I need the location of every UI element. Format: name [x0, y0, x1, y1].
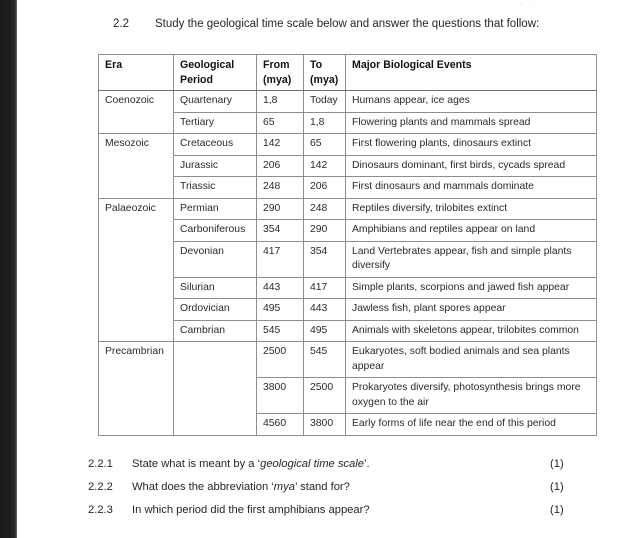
cell-era: Coenozoic — [99, 91, 174, 134]
column-header-to-line1: To — [310, 59, 323, 71]
cell-from: 248 — [257, 177, 304, 199]
sub-question — [88, 481, 608, 504]
cell-events: Dinosaurs dominant, first birds, cycads spread — [346, 155, 597, 177]
cell-to: 206 — [304, 177, 346, 199]
cell-events: Amphibians and reptiles appear on land — [346, 220, 597, 242]
sub-question-text — [132, 458, 370, 470]
cell-period: Devonian — [174, 241, 257, 277]
sub-question-text-tail: ’ stand for? — [294, 481, 350, 493]
sub-question — [88, 504, 608, 527]
cell-period: Carboniferous — [174, 220, 257, 242]
cell-period — [174, 342, 257, 436]
cell-to: 443 — [304, 299, 346, 321]
cell-to: 354 — [304, 241, 346, 277]
cell-period: Permian — [174, 198, 257, 220]
cell-events: Animals with skeletons appear, trilobites common — [346, 320, 597, 342]
cell-to: 290 — [304, 220, 346, 242]
top-crop-remnant: · · — [520, 0, 533, 9]
cell-events: Early forms of life near the end of this period — [346, 414, 597, 436]
sub-question-marks: (1) — [550, 458, 564, 470]
cell-from: 417 — [257, 241, 304, 277]
sub-question-term: geological time scale — [260, 458, 364, 470]
cell-events: Reptiles diversify, trilobites extinct — [346, 198, 597, 220]
sub-question-text — [132, 504, 370, 516]
column-header-period — [174, 55, 257, 91]
cell-era: Precambrian — [99, 342, 174, 436]
cell-from: 2500 — [257, 342, 304, 378]
cell-events: Prokaryotes diversify, photosynthesis brings more oxygen to the air — [346, 378, 597, 414]
sub-question-text — [132, 481, 350, 493]
column-header-from-line2: (mya) — [263, 73, 292, 86]
cell-period: Triassic — [174, 177, 257, 199]
cell-from: 354 — [257, 220, 304, 242]
table-row — [99, 91, 597, 113]
sub-question-number: 2.2.2 — [88, 481, 113, 493]
sub-question-number: 2.2.1 — [88, 458, 113, 470]
cell-from: 142 — [257, 134, 304, 156]
cell-period: Silurian — [174, 277, 257, 299]
cell-from: 545 — [257, 320, 304, 342]
table-row — [99, 220, 597, 242]
cell-events: First dinosaurs and mammals dominate — [346, 177, 597, 199]
cell-period: Tertiary — [174, 112, 257, 134]
cell-from: 4560 — [257, 414, 304, 436]
table-row — [99, 177, 597, 199]
cell-era: Mesozoic — [99, 134, 174, 199]
cell-era: Palaeozoic — [99, 198, 174, 342]
table-row — [99, 112, 597, 134]
column-header-era: Era — [99, 55, 174, 91]
cell-to: Today — [304, 91, 346, 113]
table-body — [99, 91, 597, 436]
cell-to: 417 — [304, 277, 346, 299]
question-intro — [113, 17, 613, 32]
cell-to: 2500 — [304, 378, 346, 414]
cell-events: Jawless fish, plant spores appear — [346, 299, 597, 321]
cell-to: 248 — [304, 198, 346, 220]
sub-question-text-lead: State what is meant by a ‘ — [132, 458, 261, 470]
cell-events: First flowering plants, dinosaurs extinct — [346, 134, 597, 156]
sub-question-number: 2.2.3 — [88, 504, 113, 516]
table-row — [99, 241, 597, 277]
column-header-events: Major Biological Events — [346, 55, 597, 91]
cell-to: 1,8 — [304, 112, 346, 134]
cell-from: 206 — [257, 155, 304, 177]
sub-question-text-lead: In which period did the first amphibians appear? — [132, 504, 370, 516]
cell-from: 495 — [257, 299, 304, 321]
cell-events: Simple plants, scorpions and jawed fish appear — [346, 277, 597, 299]
geological-time-scale-table — [98, 54, 596, 436]
sub-question-text-tail: ’. — [363, 458, 370, 470]
cell-from: 1,8 — [257, 91, 304, 113]
sub-question — [88, 458, 608, 481]
sub-question-text-lead: What does the abbreviation ‘ — [132, 481, 274, 493]
column-header-period-line1: Geological — [180, 59, 235, 71]
sub-question-marks: (1) — [550, 504, 564, 516]
sub-questions-list — [88, 458, 608, 527]
cell-from: 65 — [257, 112, 304, 134]
table-row — [99, 277, 597, 299]
cell-period: Quartenary — [174, 91, 257, 113]
cell-period: Jurassic — [174, 155, 257, 177]
table-row — [99, 320, 597, 342]
sub-question-term: mya — [273, 481, 295, 493]
column-header-period-line2: Period — [180, 73, 213, 86]
table-row — [99, 134, 597, 156]
cell-from: 3800 — [257, 378, 304, 414]
cell-to: 65 — [304, 134, 346, 156]
cell-events: Eukaryotes, soft bodied animals and sea plants appear — [346, 342, 597, 378]
column-header-to — [304, 55, 346, 91]
cell-period: Cretaceous — [174, 134, 257, 156]
cell-to: 545 — [304, 342, 346, 378]
cell-events: Humans appear, ice ages — [346, 91, 597, 113]
column-header-from-line1: From — [263, 59, 290, 71]
cell-to: 142 — [304, 155, 346, 177]
table-row — [99, 299, 597, 321]
column-header-to-line2: (mya) — [310, 73, 339, 86]
cell-from: 443 — [257, 277, 304, 299]
question-intro-number: 2.2 — [113, 18, 129, 30]
column-header-from — [257, 55, 304, 91]
table-row — [99, 342, 597, 378]
question-intro-text: Study the geological time scale below and answer the questions that follow: — [155, 18, 540, 30]
cell-events: Land Vertebrates appear, fish and simple plants diversify — [346, 241, 597, 277]
cell-period: Ordovician — [174, 299, 257, 321]
cell-to: 495 — [304, 320, 346, 342]
table-header-row — [99, 55, 597, 91]
cell-events: Flowering plants and mammals spread — [346, 112, 597, 134]
table-row — [99, 155, 597, 177]
table-row — [99, 198, 597, 220]
sub-question-marks: (1) — [550, 481, 564, 493]
cell-from: 290 — [257, 198, 304, 220]
cell-to: 3800 — [304, 414, 346, 436]
cell-period: Cambrian — [174, 320, 257, 342]
